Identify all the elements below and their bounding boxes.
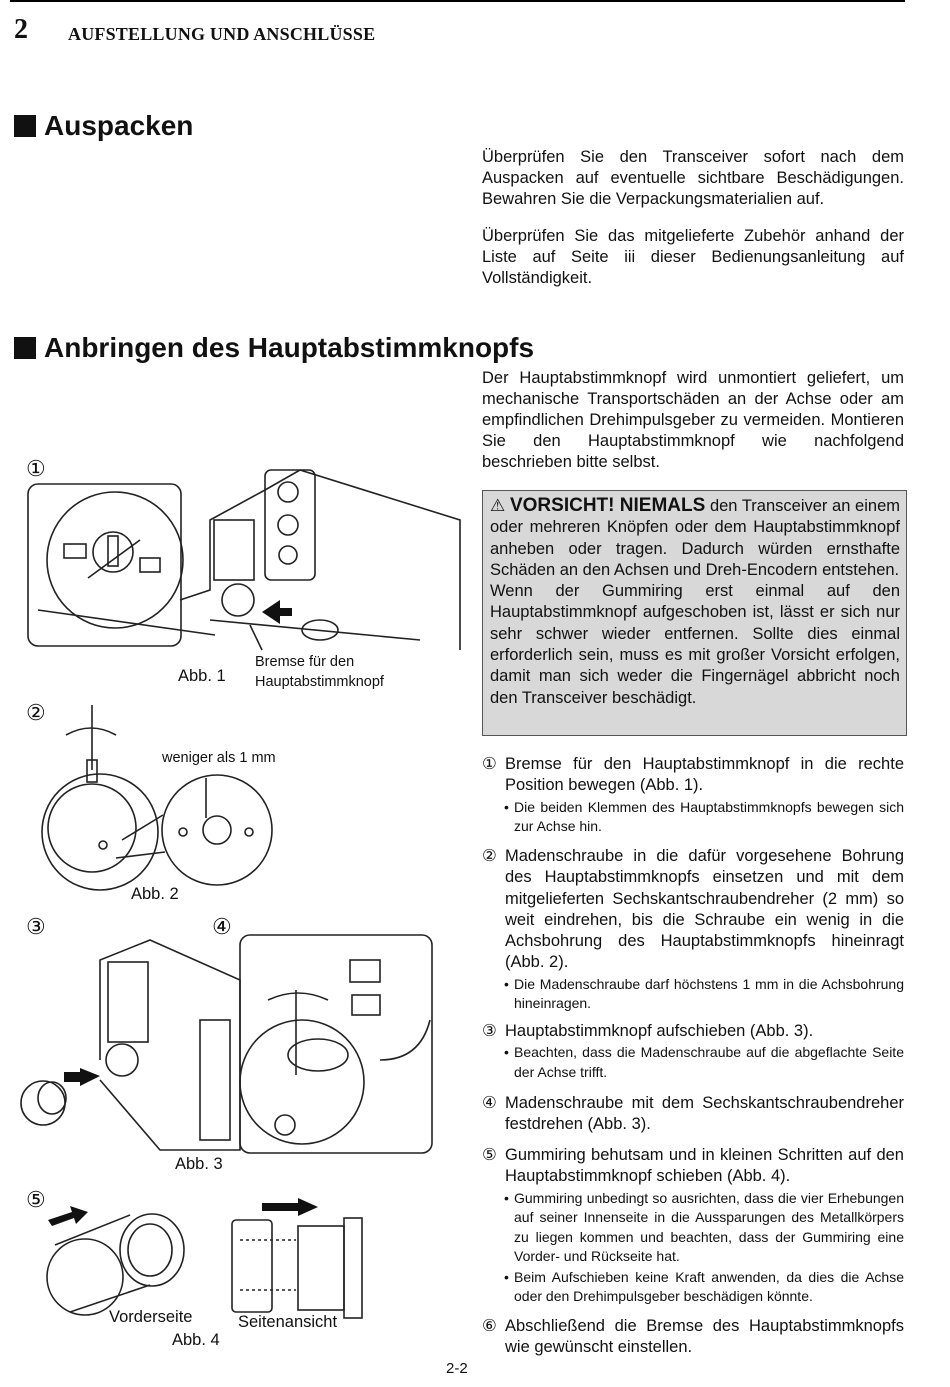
figure-3-radio — [21, 940, 240, 1150]
brake-label: Bremse für den Hauptabstimmknopf — [255, 654, 384, 690]
figure-caption-abb-1: Abb. 1 — [178, 667, 226, 685]
step-5: ⑤ Gummiring behutsam und in kleinen Schritten auf den Hauptabstimmknopf schieben (Abb. 4). • Gummiring unbedingt so ausrichten, dass die vier Erhebungen auf seiner Innenseite in die Aussparungen des Metallkörpers zu liegen kommen und beachten, dass der Gummiring eine Vorder- und Rückseite hat. • Beim Aufschieben keine Kraft anwenden, da dies die Achse oder den Drehimpulsgeber beschädigen könnte. — [482, 1145, 904, 1307]
warning-icon: ⚠ — [490, 496, 506, 515]
chapter-title: AUFSTELLUNG UND ANSCHLÜSSE — [68, 24, 376, 44]
step-note: Die beiden Klemmen des Hauptabstimmknopfs bewegen sich zur Achse hin. — [514, 798, 904, 835]
step-number: ③ — [482, 1022, 497, 1040]
step-number: ② — [482, 847, 497, 865]
page-number: 2-2 — [446, 1360, 468, 1377]
figure-5-front — [47, 1214, 184, 1315]
step-note: Beachten, dass die Madenschraube auf die abgeflachte Seite der Achse trifft. — [514, 1044, 904, 1080]
step-text: Madenschraube mit dem Sechskantschraubendreher festdrehen (Abb. 3). — [505, 1094, 904, 1134]
step-1: ① Bremse für den Hauptabstimmknopf in die rechte Position bewegen (Abb. 1). • Die beiden Klemmen des Hauptabstimmknopfs bewegen sich zur Achse hin. — [482, 754, 904, 837]
figure-number-5: ⑤ — [26, 1187, 46, 1212]
step-6 — [482, 1316, 904, 1359]
figure-1-inset — [28, 484, 183, 646]
front-side-label: Vorderseite — [109, 1308, 193, 1326]
step-number: ⑤ — [482, 1146, 497, 1164]
arrow-icon — [262, 600, 292, 624]
step-4 — [482, 1093, 904, 1136]
side-view-label: Seitenansicht — [238, 1313, 338, 1331]
figure-4-inset — [240, 935, 432, 1153]
paragraph: Überprüfen Sie den Transceiver sofort nach dem Auspacken auf eventuelle sichtbare Beschädigungen. Bewahren Sie die Verpackungsmaterialien auf. — [482, 148, 904, 208]
step-note: Die Madenschraube darf höchstens 1 mm in die Achsbohrung hineinragen. — [514, 975, 904, 1012]
section-title: Auspacken — [44, 110, 194, 141]
step-2: ② Madenschraube in die dafür vorgesehene Bohrung des Hauptabstimmknopfs einsetzen und mit dem mitgelieferten Sechskantschraubendreher (2 mm) so weit eindrehen, bis die Schraube ein wenig in die Achsbohrung des Hauptabstimmknopfs hineinragt (Abb. 2). • Die Madenschraube darf höchstens 1 mm in die Achsbohrung hineinragen. — [482, 846, 904, 1014]
arrow-icon — [48, 1206, 88, 1226]
step-number: ⑥ — [482, 1317, 497, 1335]
caution-head: VORSICHT! NIEMALS — [509, 495, 706, 516]
figure-number-2: ② — [26, 700, 46, 725]
caution-box — [482, 490, 907, 736]
step-note: Gummiring unbedingt so ausrichten, dass die vier Erhebungen auf seiner Innenseite in die Aussparungen des Metallkörpers zu liegen kommen und beachten, dass der Gummiring eine Vorder- und Rückseite hat. — [514, 1189, 904, 1265]
arrow-icon — [262, 1198, 318, 1216]
figure-number-4: ④ — [212, 914, 232, 939]
step-note: Beim Aufschieben keine Kraft anwenden, da dies die Achse oder den Drehimpulsgeber beschädigen könnte. — [514, 1268, 904, 1305]
step-text: Bremse für den Hauptabstimmknopf in die rechte Position bewegen (Abb. 1). — [505, 755, 904, 795]
caution-text: den Transceiver an einem oder mehreren Knöpfen oder dem Hauptabstimmknopf anheben oder tragen. Dadurch würden ernsthafte Schäden an den Achsen und Dreh-Encodern entstehen. — [490, 497, 900, 579]
figure-5-side — [232, 1218, 362, 1318]
step-text: Abschließend die Bremse des Hauptabstimmknopfs wie gewünscht einstellen. — [505, 1317, 904, 1357]
chapter-number: 2 — [14, 14, 28, 45]
figure-number-3: ③ — [26, 914, 46, 939]
figure-2-detail — [116, 775, 272, 885]
figure-number-1: ① — [26, 456, 46, 481]
step-text: Hauptabstimmknopf aufschieben (Abb. 3). — [505, 1022, 814, 1040]
intro-paragraph: Der Hauptabstimmknopf wird unmontiert geliefert, um mechanische Transportschäden an der Achse oder am empfindlichen Drehimpulsgeber zu vermeiden. Montieren Sie den Hauptabstimmknopf wie nachfolgend beschrieben bitte selbst. — [482, 369, 904, 471]
figure-caption-abb-3: Abb. 3 — [175, 1155, 223, 1173]
arrow-icon — [64, 1068, 100, 1086]
step-number: ① — [482, 755, 497, 773]
figure-1-radio — [38, 470, 460, 650]
step-text: Gummiring behutsam und in kleinen Schritten auf den Hauptabstimmknopf schieben (Abb. 4). — [505, 1146, 904, 1186]
step-text: Madenschraube in die dafür vorgesehene Bohrung des Hauptabstimmknopfs einsetzen und mit dem mitgelieferten Sechskantschraubendreher (2 mm) so weit eindrehen, bis die Schraube ein wenig in die Achsbohrung des Hauptabstimmknopfs hineinragt (Abb. 2). — [505, 847, 904, 972]
step-3: ③ Hauptabstimmknopf aufschieben (Abb. 3). • Beachten, dass die Madenschraube auf die abgeflachte Seite der Achse trifft. — [482, 1021, 904, 1082]
figure-caption-abb-4: Abb. 4 — [172, 1331, 220, 1349]
paragraph: Überprüfen Sie das mitgelieferte Zubehör anhand der Liste auf Seite iii dieser Bedienungsanleitung auf Vollständigkeit. — [482, 227, 904, 287]
step-number: ④ — [482, 1094, 497, 1112]
section-title: Anbringen des Hauptabstimmknopfs — [44, 332, 535, 363]
figure-caption-abb-2: Abb. 2 — [131, 885, 179, 903]
figure-2-knob — [42, 705, 158, 890]
less-than-1mm-label: weniger als 1 mm — [162, 750, 276, 766]
caution-text: Wenn der Gummiring erst einmal auf den Hauptabstimmknopf aufgeschoben ist, lässt er sich nur sehr schwer wieder entfernen. Sollte dies einmal erforderlich sein, muss es mit großer Vorsicht erfolgen, damit man sich weder die Fingernägel abbricht noch den Transceiver beschädigt. — [490, 582, 900, 707]
